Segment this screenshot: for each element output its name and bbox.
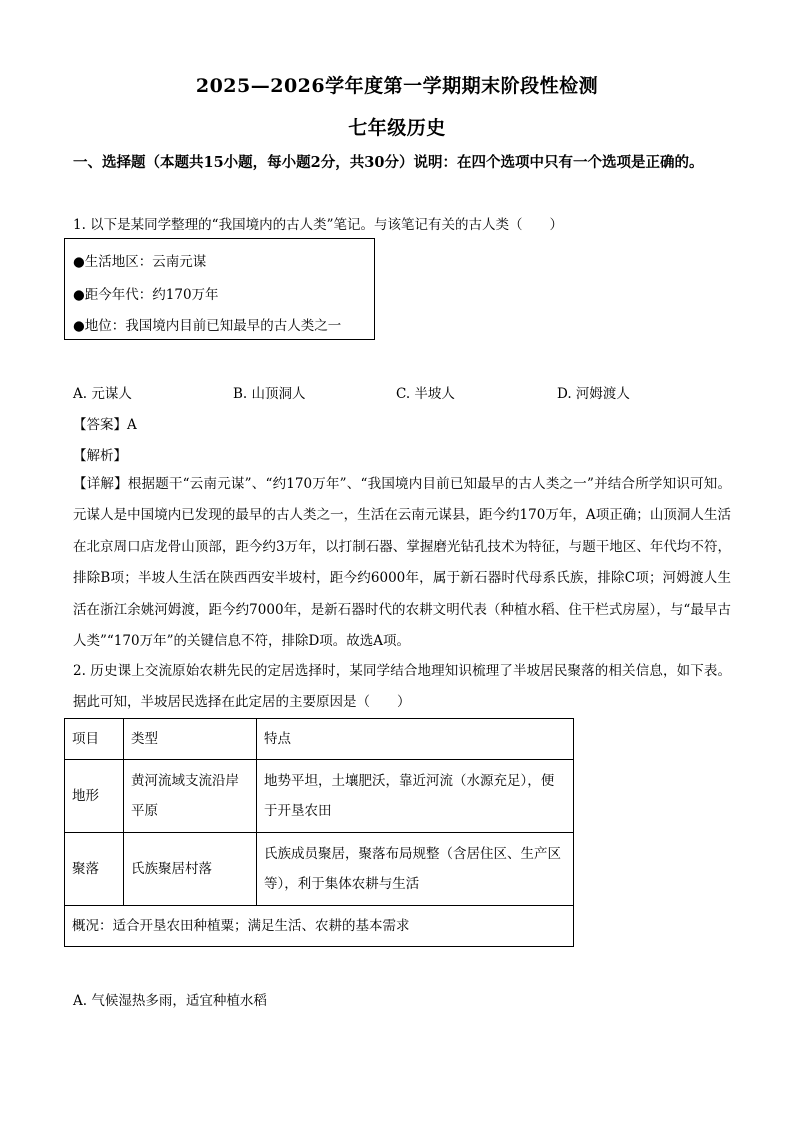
table-row (65, 760, 574, 833)
table-header-cell: 项目 (65, 719, 124, 760)
exam-subtitle: 七年级历史 (348, 117, 446, 139)
note-item: ●生活地区：云南元谋 (73, 254, 207, 270)
table-row (65, 833, 574, 906)
question-1-option-a[interactable]: A. 元谋人 (73, 386, 132, 402)
table-header-cell: 特点 (257, 719, 574, 760)
question-1-option-c[interactable]: C. 半坡人 (396, 386, 455, 402)
question-2-stem: 2. 历史课上交流原始农耕先民的定居选择时，某同学结合地理知识梳理了半坡居民聚落的相关信息，如下表。据此可知，半坡居民选择在此定居的主要原因是（ ） (73, 663, 731, 711)
exam-title: 2025—2026学年度第一学期期末阶段性检测 (195, 75, 599, 97)
table-summary-cell: 概况：适合开垦农田种植粟；满足生活、农耕的基本需求 (65, 906, 574, 947)
table-cell: 地形 (65, 760, 124, 833)
question-1-option-b[interactable]: B. 山顶洞人 (233, 386, 306, 402)
section-heading: 一、选择题（本题共15小题，每小题2分，共30分）说明：在四个选项中只有一个选项是正确的。 (73, 154, 704, 171)
note-item: ●距今年代：约170万年 (73, 287, 219, 303)
question-1-answer: 【答案】A (73, 417, 137, 433)
table-header-cell: 类型 (124, 719, 257, 760)
table-cell: 氏族成员聚居，聚落布局规整（含居住区、生产区等），利于集体农耕与生活 (257, 833, 574, 906)
question-1-notes-box (64, 238, 375, 340)
note-item: ●地位：我国境内目前已知最早的古人类之一 (73, 318, 342, 334)
table-cell: 黄河流域支流沿岸平原 (124, 760, 257, 833)
question-2-option-a[interactable]: A. 气候湿热多雨，适宜种植水稻 (73, 993, 267, 1009)
table-summary-row (65, 906, 574, 947)
question-1-stem: 1. 以下是某同学整理的“我国境内的古人类”笔记。与该笔记有关的古人类（ ） (73, 217, 563, 233)
table-cell: 地势平坦，土壤肥沃，靠近河流（水源充足），便于开垦农田 (257, 760, 574, 833)
question-1-analysis-label: 【解析】 (73, 448, 127, 464)
table-cell: 氏族聚居村落 (124, 833, 257, 906)
question-2-table (64, 718, 574, 947)
table-cell: 聚落 (65, 833, 124, 906)
table-header-row (65, 719, 574, 760)
question-1-option-d[interactable]: D. 河姆渡人 (557, 386, 630, 402)
question-1-detail: 【详解】根据题干“云南元谋”、“约170万年”、“我国境内目前已知最早的古人类之一”并结合所学知识可知。元谋人是中国境内已发现的最早的古人类之一，生活在云南元谋县，距今约170万年，A项正确；山顶洞人生活在北京周口店龙骨山顶部，距今约3万年，以打制石器、掌握磨光钻孔技术为特征，与题干地区、年代均不符，排除B项；半坡人生活在陕西西安半坡村，距今约6000年，属于新石器时代母系氏族，排除C项；河姆渡人生活在浙江余姚河姆渡，距今约7000年，是新石器时代的农耕文明代表（种植水稻、住干栏式房屋），与“最早古人类”“170万年”的关键信息不符，排除D项。故选A项。 (73, 476, 731, 650)
